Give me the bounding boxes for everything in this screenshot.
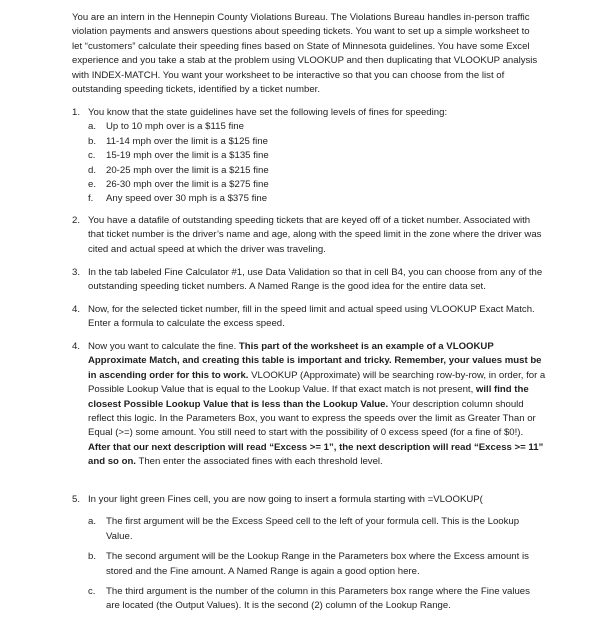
sub-letter: a. <box>88 516 97 528</box>
sub-item-a <box>88 120 546 134</box>
sub-text: The second argument will be the Lookup Range in the Parameters box where the Excess amount is stored and the Fine amount. A Named Range is again a good option here. <box>106 551 529 577</box>
sub-text: 15-19 mph over the limit is a $135 fine <box>106 150 269 162</box>
sub-item-b <box>88 550 546 579</box>
bold-run: will find the closest Possible Lookup Value that is less than the Lookup Value. <box>88 384 529 410</box>
sub-letter: a. <box>88 121 97 133</box>
sub-text: 26-30 mph over the limit is a $275 fine <box>106 179 269 191</box>
sub-letter: c. <box>88 150 96 162</box>
sub-text: Any speed over 30 mph is a $375 fine <box>106 193 268 205</box>
text-run: Your description column should reflect this logic. In the Parameters Box, you want to express the speeds over the limit as Greater Than or Equal (>=) some amount. You still need to start with the possibility of 0 excess speed (for a fine of $0!). <box>88 398 536 439</box>
sub-letter: c. <box>88 586 96 598</box>
item-number: 5. <box>72 494 81 505</box>
sub-item-d <box>88 164 546 178</box>
sub-text: 11-14 mph over the limit is a $125 fine <box>106 135 268 147</box>
list-item-4a <box>72 303 546 332</box>
list-item-2 <box>72 214 546 257</box>
sub-letter: d. <box>88 164 97 176</box>
sub-item-a <box>88 515 546 544</box>
intro-paragraph: You are an intern in the Hennepin County Violations Bureau. The Violations Bureau handles in-person traffic violation payments and answers questions about speeding tickets. You want to set up a simple worksheet to let “customers” calculate their speeding fines based on State of Minnesota guidelines. You have some Excel experience and you take a stab at the problem using VLOOKUP and then duplicating that VLOOKUP analysis with INDEX-MATCH. You want your worksheet to be interactive so that you can choose from the list of outstanding speeding tickets, identified by a ticket number. <box>72 12 538 96</box>
item-text: Now, for the selected ticket number, fill in the speed limit and actual speed using VLOOKUP Exact Match. Enter a formula to calculate the excess speed. <box>88 304 535 330</box>
item-number: 2. <box>72 215 81 226</box>
item-text: You know that the state guidelines have set the following levels of fines for speeding: <box>88 107 448 118</box>
list-item-4b <box>72 340 546 470</box>
text-run: VLOOKUP (Approximate) will be searching row-by-row, in order, for a Possible Lookup Value that is equal to the Lookup Value. If that exact match is not present, <box>88 369 546 396</box>
sub-letter: f. <box>88 193 94 205</box>
sub-text: The third argument is the number of the column in this Parameters box range where the Fine values are located (the Output Values). It is the second (2) column of the Lookup Range. <box>106 586 530 612</box>
list-item-1 <box>72 106 546 207</box>
item-number: 1. <box>72 107 81 118</box>
item-number: 3. <box>72 267 81 278</box>
sub-letter: b. <box>88 551 97 563</box>
sub-item-b <box>88 135 546 149</box>
sub-letter: e. <box>88 179 97 191</box>
item-text: In the tab labeled Fine Calculator #1, use Data Validation so that in cell B4, you can choose from any of the outstanding speeding ticket numbers. A Named Range is the good idea for the entire data set. <box>88 267 543 293</box>
item-number: 4. <box>72 304 81 315</box>
text-run: Now you want to calculate the fine. <box>88 341 239 352</box>
sub-text: 20-25 mph over the limit is a $215 fine <box>106 164 269 176</box>
item-text <box>88 340 546 470</box>
sub-text: The first argument will be the Excess Speed cell to the left of your formula cell. This is the Lookup Value. <box>106 516 520 542</box>
sub-item-e <box>88 178 546 192</box>
text-run: Then enter the associated fines with each threshold level. <box>135 456 383 468</box>
list-item-5 <box>72 493 546 614</box>
item-text: In your light green Fines cell, you are now going to insert a formula starting with =VLOOKUP( <box>88 494 483 505</box>
item-text: You have a datafile of outstanding speeding tickets that are keyed off of a ticket number. Associated with that ticket number is the driver’s name and age, along with the speed limit in the zone where the driver was cited and actual speed at which the driver was traveling. <box>88 215 542 255</box>
bold-run: This part of the worksheet is an example of a VLOOKUP Approximate Match, and creating this table is important and tricky. Remember, your values must be in ascending order for this to work. <box>88 341 542 381</box>
sub-item-f <box>88 192 546 206</box>
item-number: 4. <box>72 341 81 352</box>
sub-letter: b. <box>88 135 97 147</box>
bold-run: After that our next description will read “Excess >= 1”, the next description will read “Excess >= 11” and so on. <box>88 441 544 468</box>
fine-levels-list <box>88 120 546 206</box>
sub-item-c <box>88 149 546 163</box>
sub-text: Up to 10 mph over is a $115 fine <box>106 121 244 133</box>
sub-item-c <box>88 585 546 614</box>
list-item-3 <box>72 266 546 295</box>
